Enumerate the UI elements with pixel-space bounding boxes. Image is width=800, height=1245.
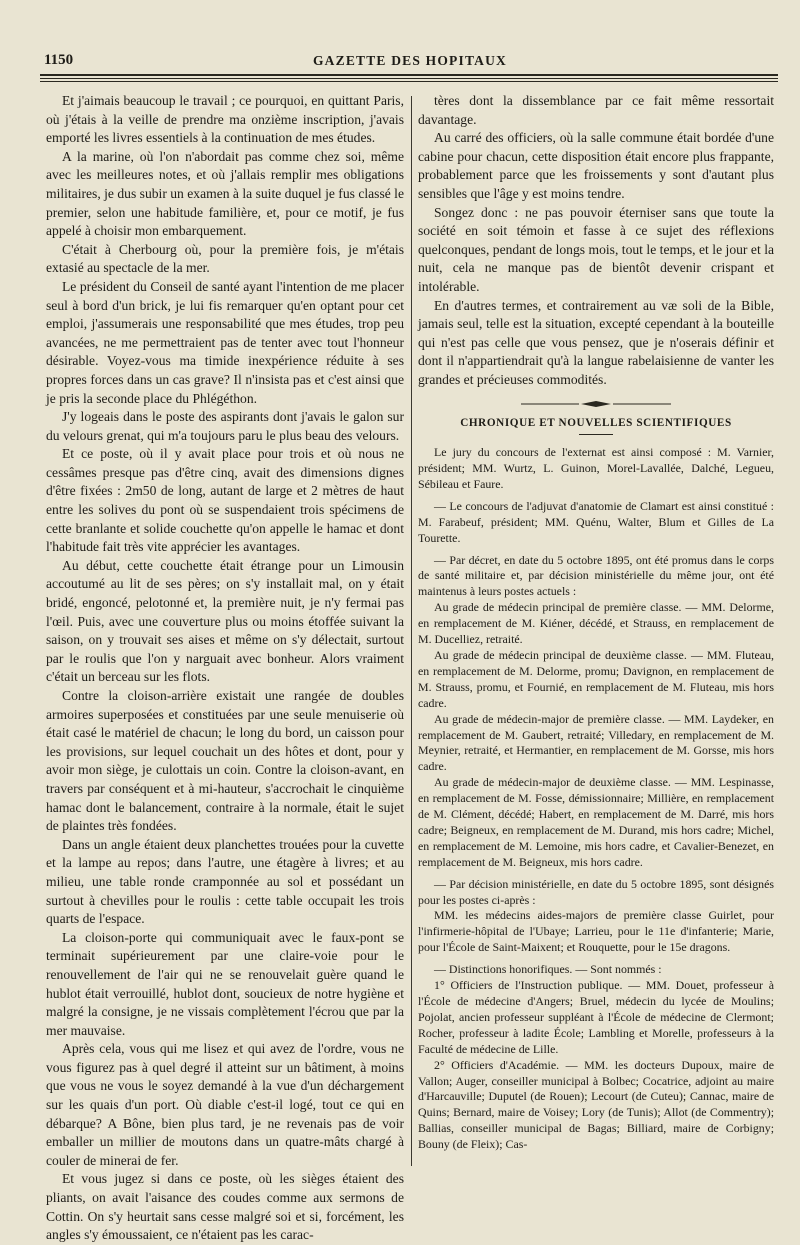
header-rule-thin [40,78,778,79]
running-title: GAZETTE DES HOPITAUX [312,53,508,68]
paragraph: La cloison-porte qui communiquait avec le faux-pont se terminait supérieurement par une claire-voie pour le renouvellement de l'air qui ne se renouvelait guère quand le hublot était verrouillé, hublot dont, soucieux de notre hygiène et malgré la consigne, je ne vissais complètement l'écrou que par la mer mauvaise. [46,929,404,1038]
news-item: — Le concours de l'adjuvat d'anatomie de Clamart est ainsi constitué : M. Farabeuf, président; MM. Quénu, Walter, Blum et Gilles de La Tourette. [418,498,774,545]
right-column [418,92,774,1172]
paragraph: Au début, cette couchette était étrange pour un Limousin accoutumé au lit de ses pères; on s'y installait mal, on y était bridé, engoncé, pelotonné et, la première nuit, je n'y fermai pas l'œil. Puis, avec une couverture plus ou moins étoffée suivant la saison, on y trouvait ses aises et même on s'y délectait, surtout par le roulis que l'on y narguait avec bonheur. Alors vraiment c'était un berceau sur les flots. [46,557,404,685]
ornament-rule-icon [521,400,671,408]
paragraph: J'y logeais dans le poste des aspirants dont j'avais le galon sur du velours grenat, qui m'a toujours paru le plus beau des velours. [46,409,404,443]
paragraph: Le président du Conseil de santé ayant l'intention de me placer seul à bord d'un brick, je lui fis remarquer qu'en optant pour cet emploi, j'assumerais une responsabilité que mes études, trop peu avancées, ne me permettraient pas de tenter avec tout l'honneur désirable. Voyez-vous ma timide inexpérience réduite à ses propres forces dans un cas grave? Il n'insista pas et c'est ainsi que je pris la seconde place du Phlégéthon. [46,278,404,406]
paragraph: C'était à Cherbourg où, pour la première fois, je m'étais extasié au spectacle de la mer. [46,241,404,276]
news-item: MM. les médecins aides-majors de première classe Guirlet, pour l'infirmerie-hôpital de l'Ubaye; Larrieu, pour le 11e d'infanterie; Marie, pour l'École de Saint-Maixent; et Rouquette, pour le 15e dragons. [418,908,774,955]
paragraph: Au carré des officiers, où la salle commune était bordée d'une cabine pour chacun, cette disposition était encore plus frappante, probablement parce que les froissements y sont d'autant plus sensibles que l'âge y est moins tendre. [418,130,774,201]
news-item: Au grade de médecin-major de deuxième classe. — MM. Lespinasse, en remplacement de M. Fosse, démissionnaire; Millière, en remplacement de M. Clément, décédé; Habert, en remplacement de M. Darré, mis hors cadre; Beigneux, en remplacement de M. Durand, mis hors cadre; Michel, en remplacement de M. Lemoine, mis hors cadre, et Cavalier-Benezet, en remplacement de M. Beigneux, mis hors cadre. [418,775,774,869]
news-items [418,445,774,1153]
section-heading: CHRONIQUE ET NOUVELLES SCIENTIFIQUES [460,416,732,429]
paragraph: A la marine, où l'on n'abordait pas comme chez soi, même avec les meilleures notes, et où j'allais remplir mes obligations militaires, je dus subir un examen à la suite duquel je fus classé le premier, selon une habitude familière, et, pour ce motif, je fus appelé à choisir mon embarquement. [46,148,404,239]
header-rule-thick [40,74,778,76]
paragraph: Songez donc : ne pas pouvoir éterniser sans que toute la société en soit témoin et fasse à ce sujet des réflexions quelconques, pendant de longs mois, tout le temps, et le jour et la nuit, cela ne manque pas de bientôt devenir crispant et intolérable. [418,204,774,294]
left-column [46,92,404,1243]
paragraph: Et vous jugez si dans ce poste, où les sièges étaient des pliants, on avait l'aisance des coudes comme aux sermons de Cottin. On s'y heurtait sans cesse malgré soi et si, forcément, les angles s'y émoussaient, ce n'étaient pas les carac- [46,1171,404,1243]
paragraph: Après cela, vous qui me lisez et qui avez de l'ordre, vous ne vous figurez pas à quel degré il atteint sur un bâtiment, à moins que vous ne vous le soyez demandé à la vue d'un déchargement sur les quais d'un port. Où diable c'est-il logé, tout ce qui en débarque? A Bône, bien plus tard, je ne revenais pas de voir emballer un millier de moutons dans un quatre-mâts chargé à couler de minerai de fer. [46,1041,404,1168]
paragraph: Et j'aimais beaucoup le travail ; ce pourquoi, en quittant Paris, où j'étais à la veille de prendre ma onzième inscription, j'avais emporté les livres essentiels à la continuation de mes études. [46,93,404,146]
heading-underline [579,434,613,435]
page-number: 1150 [44,52,74,68]
paragraph: En d'autres termes, et contrairement au væ soli de la Bible, jamais seul, telle est la situation, excepté cependant à la bouteille qui n'est pas celle que vous pensez, que je n'oserais définir et dont il n'appartiendrait qu'à la langue rabelaisienne de vanter les grandes et précieuses commodités. [418,297,774,387]
paragraph: tères dont la dissemblance par ce fait même ressortait davantage. [418,93,774,127]
paragraph: Dans un angle étaient deux planchettes trouées pour la cuvette et la lampe au repos; dans l'autre, une étagère à livres; et au milieu, une table ronde cramponnée au sol et possédant un surtout à chevilles pour le roulis : cette table occupait les trois quarts de l'espace. [46,836,404,927]
news-item: — Par décret, en date du 5 octobre 1895, ont été promus dans le corps de santé militaire et, par décision ministérielle du même jour, ont été maintenus à leurs postes actuels : [418,552,774,599]
news-item: 2° Officiers d'Académie. — MM. les docteurs Dupoux, maire de Vallon; Auger, conseiller municipal à Bolbec; Cocatrice, adjoint au maire d'Harcauville; Duputel (de Rouen); Lecourt (de Cuteu); Cannac, maire de Quins; Bernard, maire de Voisey; Lory (de Tunis); Allot (de Commentry); Ballias, conseiller municipal de Bagas; Billiard, maire de Corbigny; Bouny (de Fleix); Cas- [418,1057,774,1152]
news-item: — Par décision ministérielle, en date du 5 octobre 1895, sont désignés pour les postes ci-après : [418,876,774,907]
header-rule-thin-2 [40,81,778,82]
news-item: — Distinctions honorifiques. — Sont nommés : [434,962,662,977]
news-item: Au grade de médecin principal de première classe. — MM. Delorme, en remplacement de M. Kiéner, décédé, et Strauss, en remplacement de M. Ducelliez, retraité. [418,600,774,647]
news-item: Au grade de médecin-major de première classe. — MM. Laydeker, en remplacement de M. Gaubert, retraité; Villedary, en remplacement de M. Meynier, retraité, et Hermantier, en remplacement de M. Gorsse, mis hors cadre. [418,711,774,774]
page-header [40,52,780,72]
news-item: Au grade de médecin principal de deuxième classe. — MM. Fluteau, en remplacement de M. Delorme, promu; Davignon, en remplacement de M. Strauss, promu, et Fournié, en remplacement de M. Fluteau, mis hors cadre. [418,647,774,710]
news-item: 1° Officiers de l'Instruction publique. — MM. Douet, professeur à l'École de médecine d'Angers; Bruel, médecin du lycée de Moulins; Pojolat, ancien professeur suppléant à l'École de médecine de Clermont; Rocher, professeur à ladite École; Lambling et Morelle, professeurs à la Faculté de médecine de Lille. [418,978,774,1056]
section-ornament [418,400,774,408]
news-item: Le jury du concours de l'externat est ainsi composé : M. Varnier, président; MM. Wurtz, L. Guinon, Morel-Lavallée, Dalché, Legueu, Sébileau et Faure. [418,445,774,491]
paragraph: Contre la cloison-arrière existait une rangée de doubles armoires superposées et constituées par une seule menuiserie où était casé le matériel de chacun; le long du bord, un caisson pour les provisions, sur lequel couchait un des hôtes et dont, pour y avoir mon siège, je culottais un coin. Contre la cloison-avant, en travers par conséquent et à mi-hauteur, s'accrochait le cinquième hamac dont le balancement, contraire à la normale, était le sujet de plaintes très fondées. [46,688,404,834]
paragraph: Et ce poste, où il y avait place pour trois et où nous ne cessâmes presque pas d'être cinq, avait des dimensions dignes d'être fixées : 2m50 de long, autant de large et 2 mètres de haut entre les solives du pont où se suspendaient trois spécimens de cette branlante et solide couchette qu'on appelle le hamac et dont l'habitude fait très vite apprécier les avantages. [46,446,404,555]
column-divider [411,96,412,1166]
